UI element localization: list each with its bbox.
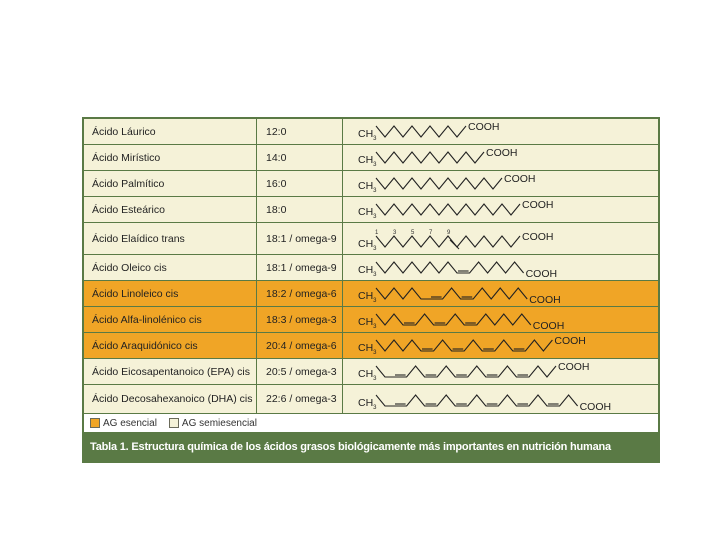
ch3-subscript: 3 [373, 324, 377, 330]
acid-formula: 18:0 [266, 203, 287, 216]
structure-diagram [352, 223, 658, 255]
fatty-acid-table [84, 119, 658, 414]
table-row [84, 307, 658, 333]
cooh-label: COOH [486, 147, 518, 159]
chemical-structure [352, 171, 658, 196]
ch3-text: CH [358, 342, 374, 354]
cooh-label: COOH [558, 361, 590, 373]
ch3-text: CH [358, 206, 374, 218]
acid-name: Ácido Oleico cis [92, 261, 167, 274]
structure-diagram [352, 385, 658, 414]
chemical-structure [352, 119, 658, 144]
ch3-text: CH [358, 290, 374, 302]
cooh-label: COOH [468, 121, 500, 133]
acid-name: Ácido Esteárico [92, 203, 165, 216]
cooh-label: COOH [522, 199, 554, 211]
acid-name: Ácido Alfa-linolénico cis [92, 313, 202, 326]
ch3-label [358, 238, 377, 252]
ch3-subscript: 3 [373, 188, 377, 194]
structure-diagram [352, 119, 658, 145]
ch3-label [358, 180, 377, 194]
acid-formula: 22:6 / omega-3 [266, 393, 337, 405]
ch3-label [358, 342, 377, 356]
ch3-text: CH [358, 238, 374, 250]
cooh-label: COOH [529, 294, 561, 306]
carbon-chain [376, 178, 502, 189]
chemical-structure [352, 307, 658, 332]
acid-name: Ácido Láurico [92, 125, 156, 138]
acid-name: Ácido Eicosapentanoico (EPA) cis [92, 365, 250, 378]
carbon-chain [376, 204, 520, 215]
ch3-subscript: 3 [373, 350, 377, 356]
table-row [84, 333, 658, 359]
acid-formula: 14:0 [266, 151, 287, 164]
table-row [84, 197, 658, 223]
table-row [84, 145, 658, 171]
acid-formula: 16:0 [266, 177, 287, 190]
acid-name: Ácido Elaídico trans [92, 232, 185, 245]
chemical-structure [352, 197, 658, 222]
carbon-position-number: 1 [375, 230, 379, 236]
legend-label-semiesencial: AG semiesencial [181, 417, 257, 429]
ch3-text: CH [358, 180, 374, 192]
table-row [84, 119, 658, 145]
ch3-label [358, 154, 377, 168]
ch3-subscript: 3 [373, 272, 377, 278]
chemical-structure [352, 223, 658, 254]
carbon-chain [376, 288, 527, 299]
carbon-chain [376, 340, 552, 351]
cooh-label: COOH [525, 268, 558, 280]
acid-formula: 18:2 / omega-6 [266, 287, 337, 300]
chemical-structure [352, 359, 658, 384]
acid-name: Ácido Linoleico cis [92, 287, 179, 300]
acid-name: Ácido Decosahexanoico (DHA) cis [92, 393, 253, 405]
table-row [84, 223, 658, 255]
ch3-label [358, 128, 377, 142]
ch3-subscript: 3 [373, 298, 377, 304]
structure-diagram [352, 197, 658, 223]
carbon-position-number: 5 [411, 230, 415, 236]
carbon-chain [376, 314, 531, 325]
carbon-chain [376, 152, 484, 163]
chemical-structure [352, 255, 658, 280]
carbon-position-number: 9 [447, 230, 451, 236]
acid-name: Ácido Mirístico [92, 151, 161, 164]
carbon-position-number: 7 [429, 230, 433, 236]
table-row [84, 255, 658, 281]
ch3-text: CH [358, 368, 374, 380]
structure-diagram [352, 281, 658, 307]
chemical-structure [352, 281, 658, 306]
fatty-acid-table-figure [82, 117, 660, 463]
carbon-chain [376, 262, 524, 273]
chemical-structure [352, 333, 658, 358]
acid-formula: 18:1 / omega-9 [266, 232, 337, 245]
cooh-label: COOH [522, 231, 554, 243]
cooh-label: COOH [532, 320, 565, 332]
legend-swatch-esencial [90, 418, 100, 428]
cooh-label: COOH [554, 335, 586, 347]
structure-diagram [352, 255, 658, 281]
table-row [84, 385, 658, 414]
acid-name: Ácido Palmítico [92, 177, 165, 190]
acid-formula: 20:5 / omega-3 [266, 365, 337, 378]
structure-diagram [352, 171, 658, 197]
structure-diagram [352, 145, 658, 171]
legend [84, 414, 658, 432]
ch3-text: CH [358, 154, 374, 166]
acid-formula: 18:3 / omega-3 [266, 313, 337, 326]
structure-diagram [352, 307, 658, 333]
carbon-chain [376, 236, 520, 247]
acid-formula: 20:4 / omega-6 [266, 339, 337, 352]
legend-label-esencial: AG esencial [103, 417, 157, 429]
cooh-label: COOH [504, 173, 536, 185]
ch3-text: CH [358, 316, 374, 328]
acid-formula: 18:1 / omega-9 [266, 261, 337, 274]
ch3-label [358, 206, 377, 220]
ch3-label [358, 368, 377, 382]
ch3-label [358, 290, 377, 304]
acid-name: Ácido Araquidónico cis [92, 339, 198, 352]
legend-swatch-semiesencial [169, 418, 179, 428]
ch3-text: CH [358, 128, 374, 140]
carbon-position-number: 3 [393, 230, 397, 236]
structure-diagram [352, 359, 658, 385]
cooh-label: COOH [579, 401, 612, 413]
carbon-chain [376, 126, 466, 137]
chemical-structure [352, 385, 658, 413]
ch3-subscript: 3 [373, 405, 377, 411]
acid-formula: 12:0 [266, 125, 287, 138]
ch3-subscript: 3 [373, 246, 377, 252]
carbon-chain [376, 395, 578, 406]
structure-diagram [352, 333, 658, 359]
ch3-text: CH [358, 397, 374, 409]
ch3-label [358, 397, 377, 411]
ch3-label [358, 316, 377, 330]
ch3-label [358, 264, 377, 278]
table-row [84, 171, 658, 197]
ch3-subscript: 3 [373, 376, 377, 382]
chemical-structure [352, 145, 658, 170]
ch3-text: CH [358, 264, 374, 276]
ch3-subscript: 3 [373, 162, 377, 168]
table-row [84, 281, 658, 307]
ch3-subscript: 3 [373, 214, 377, 220]
ch3-subscript: 3 [373, 136, 377, 142]
table-row [84, 359, 658, 385]
table-caption: Tabla 1. Estructura química de los ácidos grasos biológicamente más importantes en nutrición humana [84, 432, 658, 461]
